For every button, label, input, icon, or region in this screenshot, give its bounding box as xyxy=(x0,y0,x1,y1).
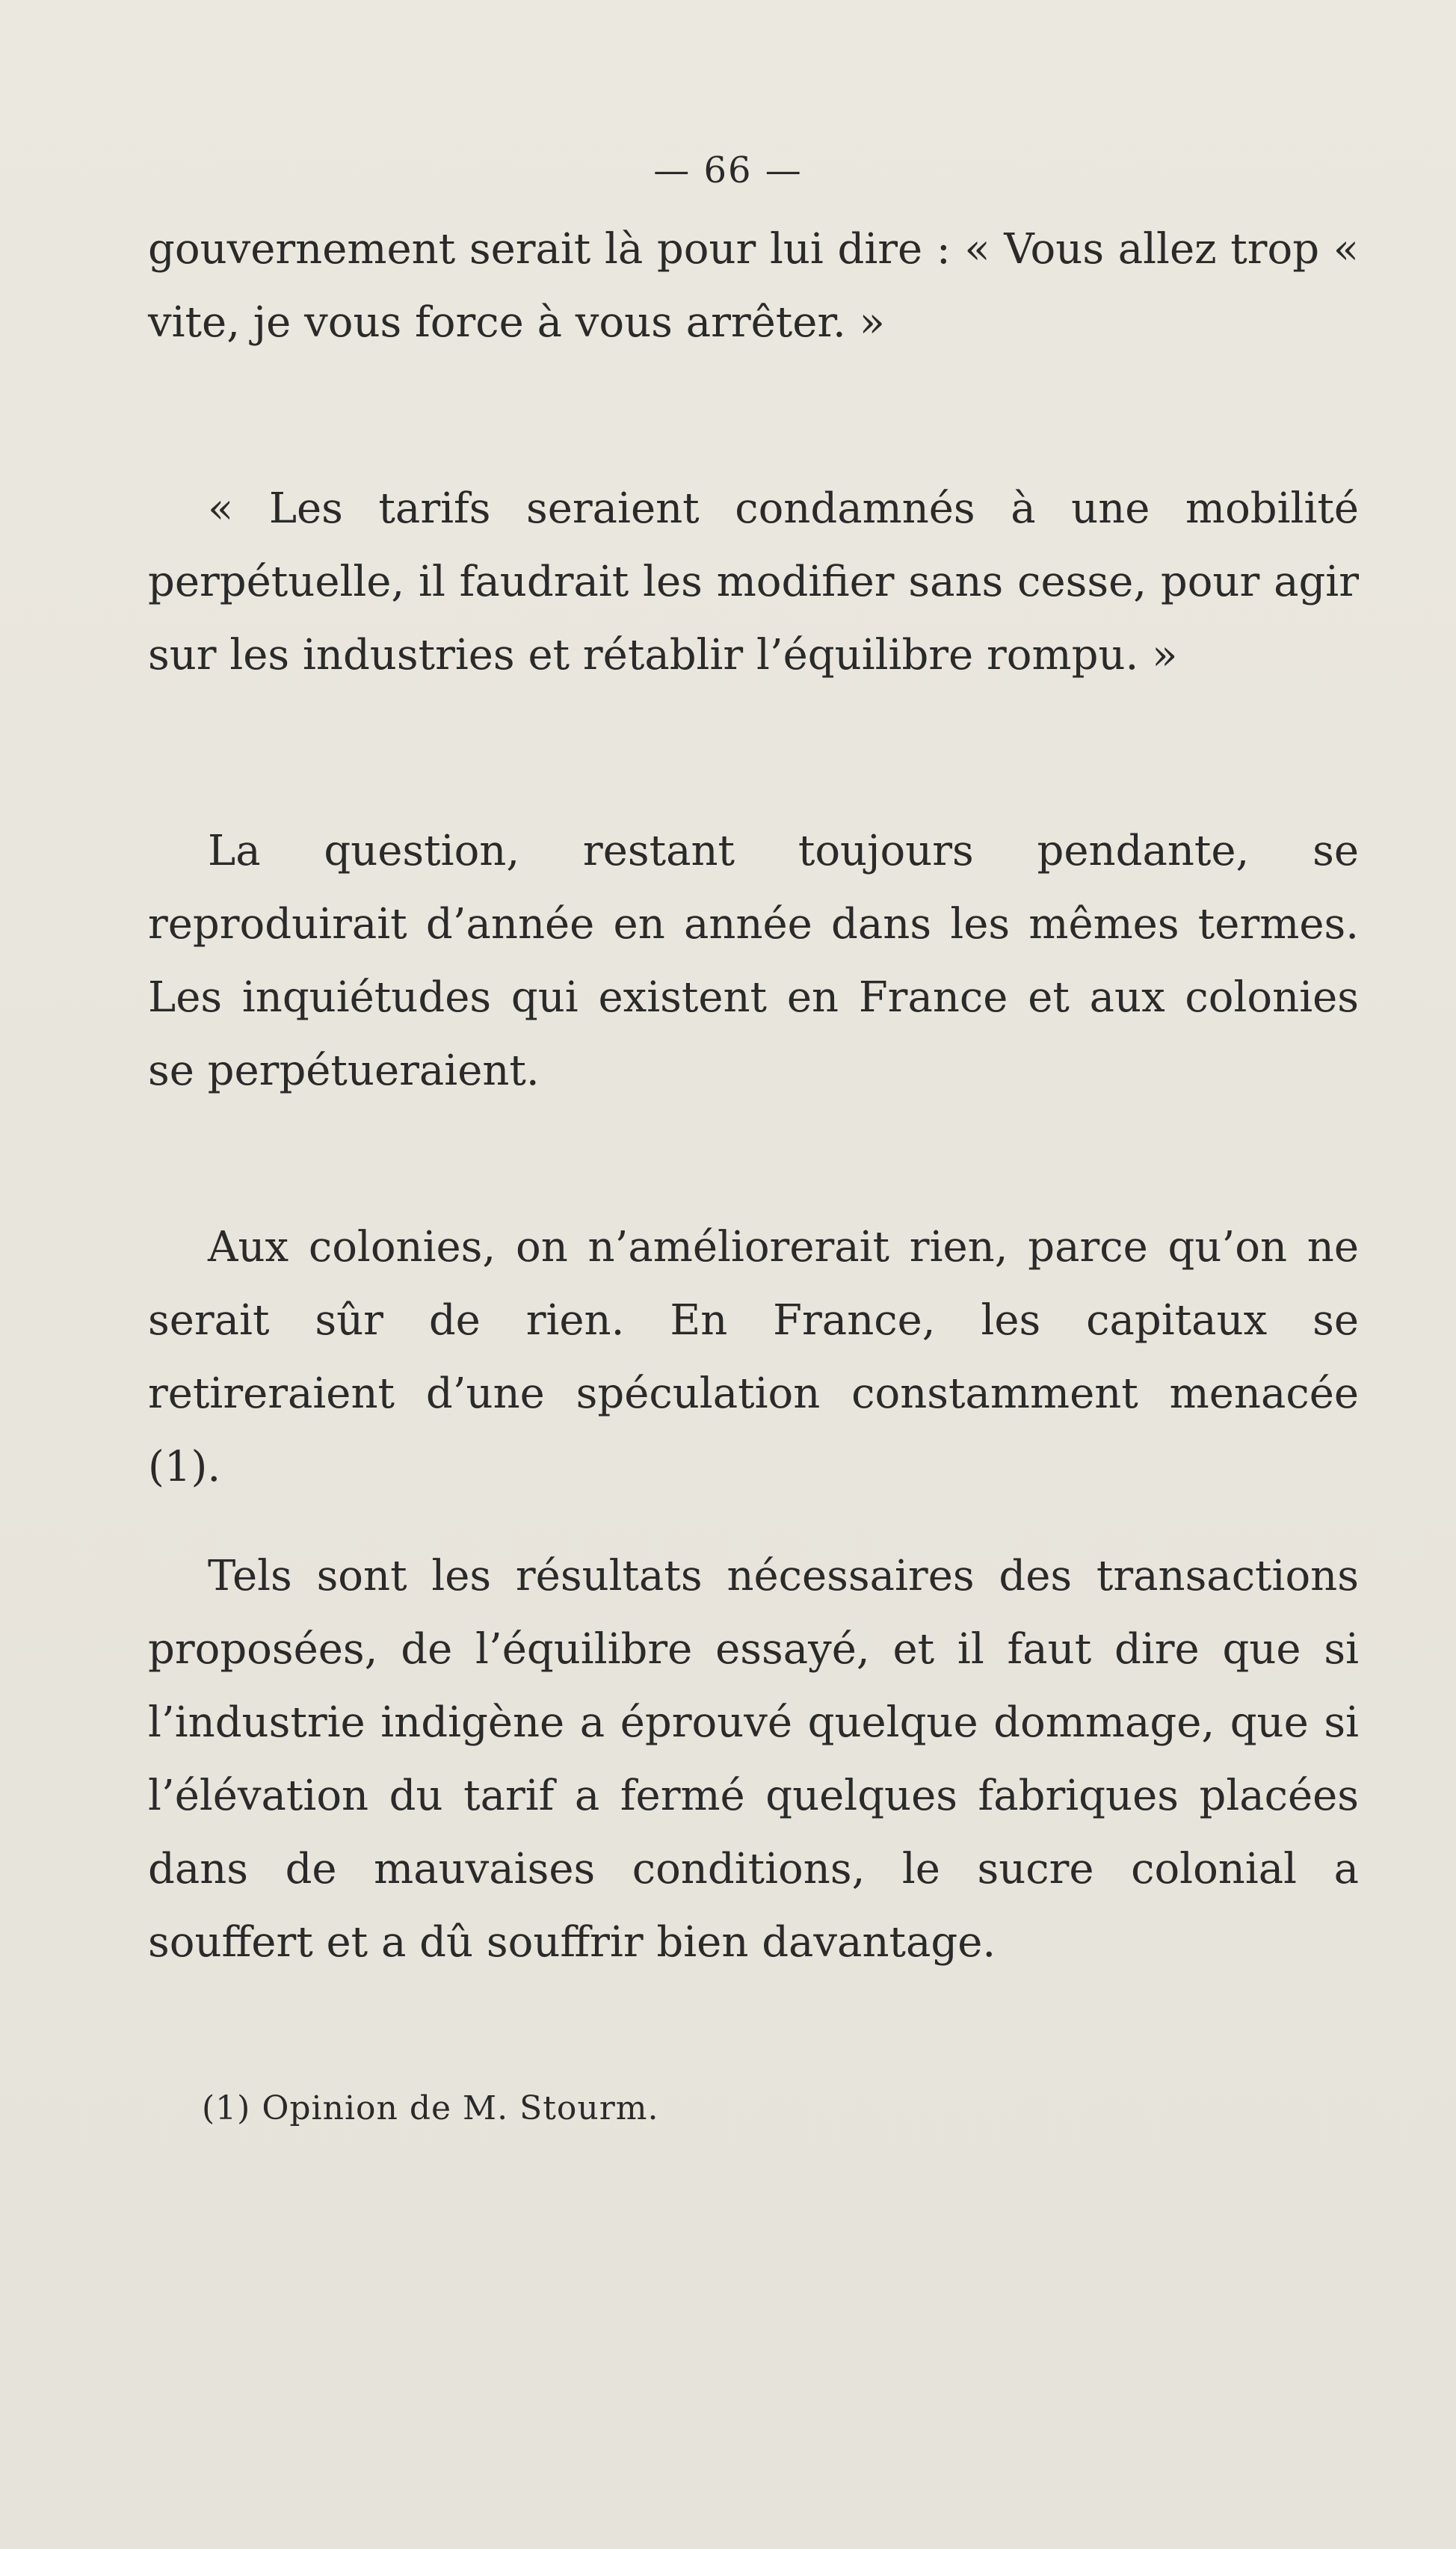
paragraph-2: « Les tarifs seraient condamnés à une mobilité perpétuelle, il faudrait les modifier sans cesse, pour agir sur les industries et rétablir l’équilibre rompu. » xyxy=(148,484,1359,679)
paragraph-4: Aux colonies, on n’améliorerait rien, parce qu’on ne serait sûr de rien. En France, les capitaux se retireraient d’une spéculation constamment menacée (1). xyxy=(148,1223,1359,1491)
paragraph-3: La question, restant toujours pendante, se reproduirait d’année en année dans les mêmes termes. Les inquiétudes qui existent en France et aux colonies se perpétueraient. xyxy=(148,827,1359,1095)
paragraph-5: Tels sont les résultats nécessaires des transactions proposées, de l’équilibre essayé, et il faut dire que si l’industrie indigène a éprouvé quelque dommage, que si l’élévation du tarif a fermé quelques fabriques placées dans de mauvaises conditions, le sucre colonial a souffert et a dû souffrir bien davantage. xyxy=(148,1552,1359,1967)
paragraph-1: gouvernement serait là pour lui dire : « Vous allez trop « vite, je vous force à vous arrêter. » xyxy=(148,225,1359,347)
page-number: — 66 — xyxy=(653,150,803,191)
footnote: (1) Opinion de M. Stourm. xyxy=(202,2089,659,2127)
